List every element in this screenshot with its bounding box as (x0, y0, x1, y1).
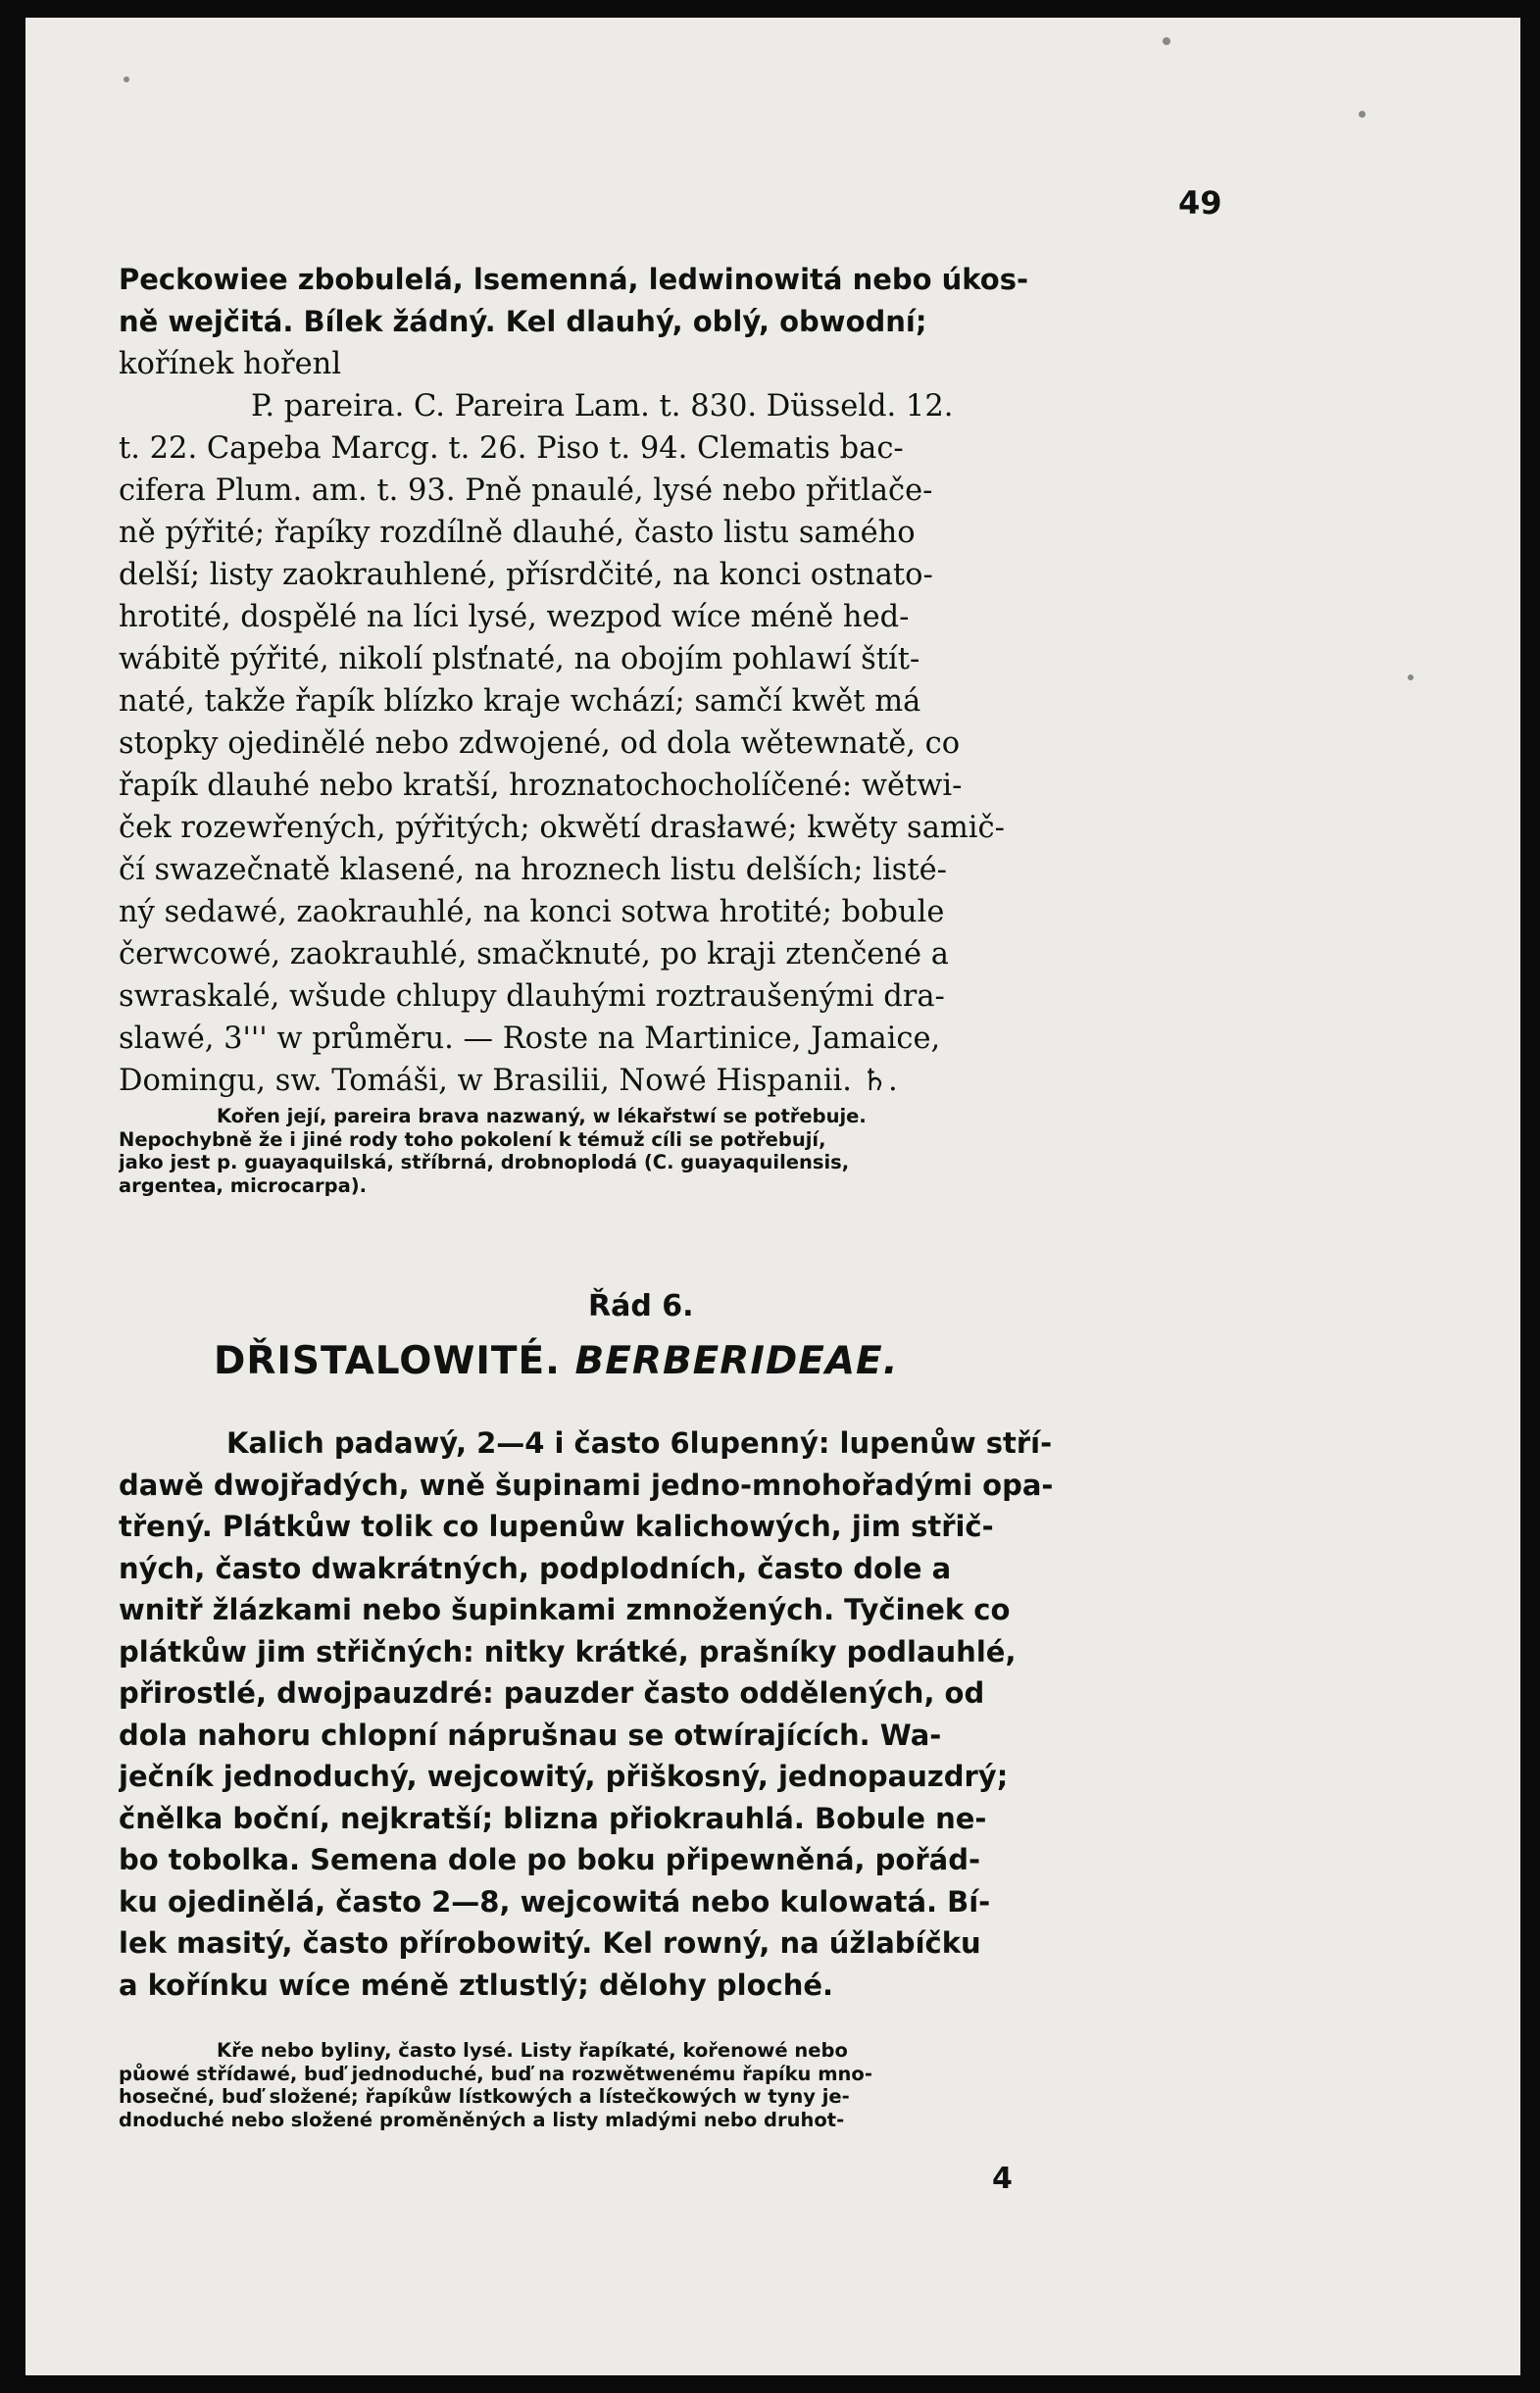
signature-mark: 4 (992, 2162, 1013, 2196)
text-line: Peckowiee zbobulelá, lsemenná, ledwinowitá nebo úkos- (119, 263, 1029, 296)
text-line: Domingu, sw. Tomáši, w Brasilii, Nowé Hispanii. ♄. (119, 1064, 898, 1098)
note-line: Nepochybně že i jiné rody toho pokolení k témuž cíli se potřebují, (119, 1127, 826, 1151)
footnote-pareira (119, 1105, 1217, 1197)
text-line: ječník jednoduchý, wejcowitý, přiškosný, jednopauzdrý; (119, 1760, 1009, 1793)
paper-speck (1408, 674, 1414, 680)
text-line: ku ojedinělá, často 2—8, wejcowitá nebo kulowatá. Bí- (119, 1884, 991, 1919)
paper-speck (124, 76, 129, 82)
text-line: P. pareira. C. Pareira Lam. t. 830. Düsseld. 12. (251, 389, 954, 424)
text-line: plátkůw jim střičných: nitky krátké, prašníky podlauhlé, (119, 1634, 1017, 1669)
text-line: řapík dlauhé nebo kratší, hroznatochocholíčené: wětwi- (119, 769, 963, 803)
text-line: čerwcowé, zaokrauhlé, smačknuté, po kraji ztenčené a (119, 937, 949, 972)
text-line: ček rozewřených, pýřitých; okwětí drasławé; kwěty samič- (119, 811, 1005, 845)
text-line: ných, často dwakrátných, podplodních, často dole a (119, 1551, 952, 1585)
text-line: třený. Plátkůw tolik co lupenůw kalichowých, jim střič- (119, 1510, 994, 1543)
text-line: bo tobolka. Semena dole po boku připewněná, pořád- (119, 1843, 980, 1876)
order-label: Řád 6. (588, 1289, 694, 1323)
text-line: ně wejčitá. Bílek žádný. Kel dlauhý, oblý, obwodní; (119, 305, 927, 338)
note-line: Kořen její, pareira brava nazwaný, w lékařstwí se potřebuje. (217, 1105, 867, 1127)
note-line: argentea, microcarpa). (119, 1173, 368, 1197)
text-line: t. 22. Capeba Marcg. t. 26. Piso t. 94. Clematis bac- (119, 431, 904, 466)
text-line: ně pýřité; řapíky rozdílně dlauhé, často listu samého (119, 516, 916, 550)
text-line: wábitě pýřité, nikolí plsťnaté, na obojím pohlawí štít- (119, 642, 920, 676)
text-line: dola nahoru chlopní náprušnau se otwírajících. Wa- (119, 1718, 942, 1752)
paper-speck (1163, 37, 1170, 45)
note-line: hosečné, buď složené; řapíkůw lístkowých a lístečkowých w tyny je- (119, 2085, 850, 2108)
text-line: dawě dwojřadých, wně šupinami jedno-mnohořadými opa- (119, 1468, 1054, 1502)
text-line: Kalich padawý, 2—4 i často 6lupenný: lupenůw stří- (226, 1426, 1053, 1460)
text-line: hrotité, dospělé na líci lysé, wezpod wíce méně hed- (119, 600, 910, 634)
text-line: stopky ojedinělé nebo zdwojené, od dola wětewnatě, co (119, 726, 961, 761)
text-line: ný sedawé, zaokrauhlé, na konci sotwa hrotité; bobule (119, 895, 945, 929)
family-name-czech: DŘISTALOWITÉ. (214, 1339, 561, 1383)
text-line: naté, takže řapík blízko kraje wchází; samčí kwět má (119, 684, 921, 719)
taxon-paragraph (119, 259, 1217, 1102)
note-line: dnoduché nebo složené proměněných a listy mladými nebo druhot- (119, 2108, 845, 2131)
footnote-family (119, 2039, 1217, 2131)
note-line: Kře nebo byliny, často lysé. Listy řapíkaté, kořenowé nebo (217, 2039, 848, 2062)
page-number: 49 (1178, 184, 1222, 222)
text-line: cifera Plum. am. t. 93. Pně pnaulé, lysé nebo přitlače- (119, 474, 933, 508)
text-line: přirostlé, dwojpauzdré: pauzder často oddělených, od (119, 1676, 985, 1710)
text-line: čí swazečnatě klasené, na hroznech listu delších; listé- (119, 853, 947, 887)
book-page (25, 18, 1520, 2375)
family-heading (214, 1339, 899, 1383)
text-line: slawé, 3''' w průměru. — Roste na Martinice, Jamaice, (119, 1022, 941, 1056)
text-line: swraskalé, wšude chlupy dlauhými roztraušenými dra- (119, 979, 945, 1014)
text-line: delší; listy zaokrauhlené, přísrdčité, na konci ostnato- (119, 558, 933, 592)
family-paragraph (119, 1422, 1217, 2006)
paper-speck (1359, 111, 1366, 118)
note-line: jako jest p. guayaquilská, stříbrná, drobnoplodá (C. guayaquilensis, (119, 1151, 850, 1173)
family-name-latin: BERBERIDEAE. (574, 1339, 899, 1383)
text-line: a kořínku wíce méně ztlustlý; dělohy ploché. (119, 1968, 834, 2002)
text-line: čnělka boční, nejkratší; blizna přiokrauhlá. Bobule ne- (119, 1801, 987, 1835)
note-line: půowé střídawé, buď jednoduché, buď na rozwětwenému řapíku mno- (119, 2062, 872, 2085)
text-line: wnitř žlázkami nebo šupinkami zmnožených. Tyčinek co (119, 1593, 1011, 1626)
text-line: lek masitý, často přírobowitý. Kel rowný, na úžlabíčku (119, 1926, 981, 1960)
text-line: kořínek hořenl (119, 347, 342, 381)
